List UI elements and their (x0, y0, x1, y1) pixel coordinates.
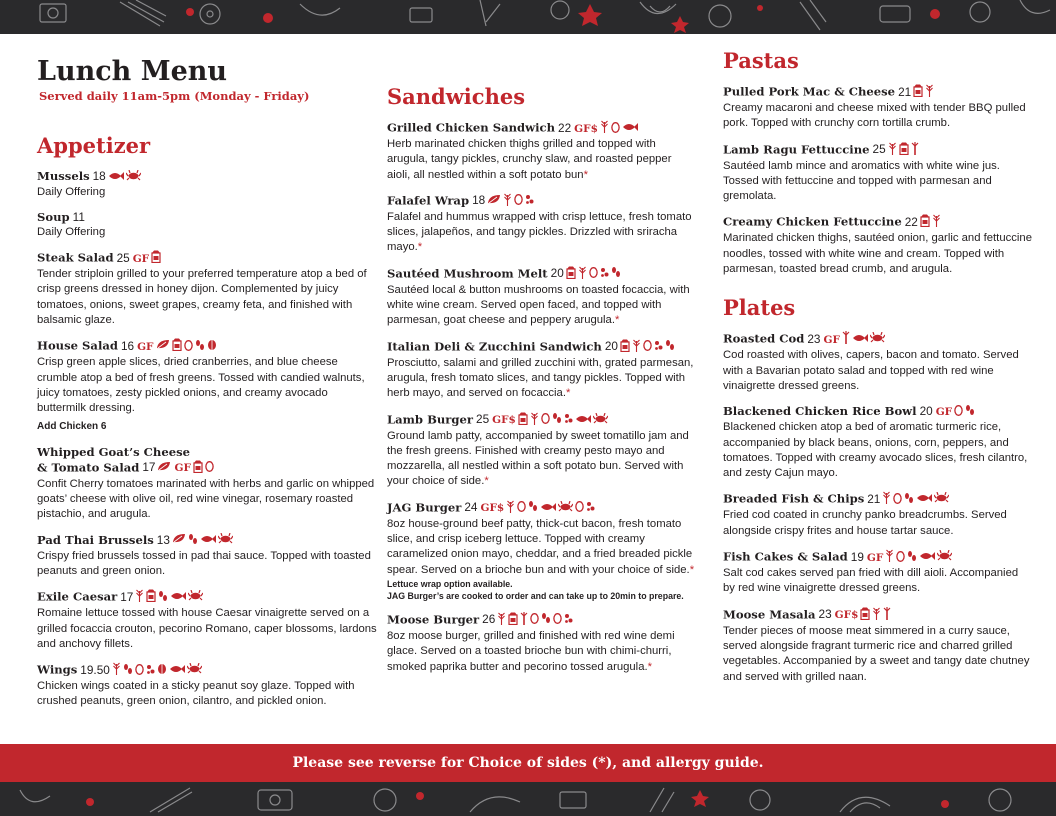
band-pattern-icon (0, 0, 1056, 34)
sandwich-menu-item (387, 412, 697, 490)
celery-icon (911, 142, 919, 159)
sesame-icon (123, 663, 133, 679)
vegan-icon (487, 194, 501, 209)
item-name: Wings (37, 662, 78, 677)
sandwich-menu-item (387, 339, 697, 402)
item-name: Moose Burger (387, 612, 480, 627)
side-choice-asterisk: * (417, 241, 423, 254)
fish-icon (169, 663, 185, 678)
item-note: JAG Burger’s are cooked to order and can take up to 20min to prepare. (387, 590, 684, 601)
egg-icon (135, 663, 144, 679)
crab-icon (934, 492, 949, 507)
item-price: 23 (818, 607, 832, 622)
mustard-icon (600, 266, 609, 282)
item-title-line (387, 412, 697, 429)
item-description-text: Sautéed lamb mince and aromatics with white wine jus. Tossed with fettuccine and topped with parmesan and gremolata. (723, 159, 1000, 203)
item-price: 21 (867, 491, 881, 506)
item-description-text: Cod roasted with olives, capers, bacon and tomato. Served with a Bavarian potato salad and topped with red wine vinaigrette dressed greens. (723, 349, 1019, 392)
item-title-line (387, 120, 697, 137)
egg-icon (517, 500, 526, 516)
side-choice-asterisk: * (689, 563, 695, 576)
wheat-icon (506, 500, 515, 517)
item-price: 16 (120, 338, 135, 353)
sesame-icon (528, 500, 538, 516)
wheat-icon (882, 491, 891, 508)
mustard-icon (586, 500, 595, 516)
plates-list (723, 331, 1033, 684)
sandwich-menu-item (387, 500, 697, 602)
item-name: JAG Burger (387, 500, 462, 515)
crab-icon (937, 550, 952, 565)
item-title-line (387, 193, 697, 210)
dairy-icon (172, 338, 182, 355)
item-name: Lamb Burger (387, 412, 474, 427)
item-description (387, 210, 697, 256)
item-description (723, 420, 1033, 481)
add-on-note: Add Chicken 6 (37, 421, 107, 433)
dairy-icon (151, 250, 161, 267)
item-price: 21 (898, 84, 912, 99)
item-price: 20 (604, 339, 618, 354)
side-choice-asterisk: * (565, 387, 571, 400)
item-price: 24 (464, 500, 478, 515)
sandwiches-list (387, 120, 697, 675)
item-name: Breaded Fish & Chips (723, 491, 865, 506)
vegan-icon (172, 533, 186, 548)
egg-icon (530, 612, 539, 628)
appetizer-menu-item (37, 338, 377, 434)
appetizer-menu-item (37, 445, 377, 523)
item-price: 17 (142, 460, 156, 475)
item-description-text: Daily Offering (37, 185, 106, 198)
item-title-line (723, 404, 1033, 420)
pasta-menu-item (723, 84, 1033, 132)
dairy-icon (146, 589, 156, 606)
item-description-text: 8oz moose burger, grilled and finished with red wine demi glace. Served on a toasted brioche bun with chimi-churri, smoked paprika butter and pecorino tossed arugula. (387, 629, 675, 673)
item-description-text: Tender striploin grilled to your preferred temperature atop a bed of crisp greens dressed in honey dijon. Complemented by juicy tomatoes, onions, sweet grapes, creamy feta, and finished with balsamic glaze. (37, 268, 367, 326)
item-price: 20 (550, 266, 564, 281)
crab-icon (218, 533, 233, 548)
item-name: Soup (37, 209, 70, 224)
celery-icon (520, 612, 528, 629)
item-description (723, 566, 1033, 597)
wheat-icon (578, 266, 587, 283)
band-pattern-icon (0, 782, 1056, 816)
item-description (37, 606, 377, 652)
item-name: Mussels (37, 169, 90, 183)
item-title-line (37, 662, 377, 679)
item-description-text: Creamy macaroni and cheese mixed with tender BBQ pulled pork. Topped with crunchy corn tortilla crumb. (723, 102, 1026, 130)
item-title-line (37, 338, 377, 355)
column-right (723, 48, 1033, 695)
item-title-line (387, 500, 697, 517)
item-description-text: Sautéed local & button mushrooms on toasted focaccia, with white wine cream. Served open faced, and topped with parmesan, goat cheese and peppery arugula. (387, 283, 690, 327)
item-name-line1: Whipped Goat’s Cheese (37, 444, 191, 459)
item-name: Italian Deli & Zucchini Sandwich (387, 339, 602, 354)
item-name: House Salad (37, 338, 118, 353)
appetizer-list (37, 169, 377, 710)
crab-icon (558, 501, 573, 516)
item-description-text: Herb marinated chicken thighs grilled and topped with arugula, tangy pickles, crunchy slaw, and roasted pepper aioli, all nestled within a soft potato bun (387, 138, 672, 181)
egg-icon (575, 500, 584, 516)
item-title-line (723, 607, 1033, 624)
item-description (387, 356, 697, 402)
sesame-icon (188, 533, 198, 549)
vegan-icon (157, 461, 171, 476)
pastas-list (723, 84, 1033, 277)
item-price: 17 (120, 589, 134, 604)
gluten-free-tag: GF (866, 551, 884, 564)
dairy-icon (193, 460, 203, 477)
item-name: Sautéed Mushroom Melt (387, 266, 548, 281)
wheat-icon (632, 339, 641, 356)
plate-menu-item (723, 549, 1033, 597)
item-name: Falafel Wrap (387, 193, 470, 208)
mustard-icon (654, 339, 663, 355)
wheat-icon (932, 214, 941, 231)
gluten-free-tag: GF$ (834, 609, 859, 622)
item-price: 19 (850, 549, 864, 564)
item-name: Grilled Chicken Sandwich (387, 120, 556, 135)
item-price: 11 (72, 209, 85, 224)
gluten-free-tag: GF$ (480, 502, 505, 515)
sesame-icon (195, 339, 205, 355)
item-name: Steak Salad (37, 250, 114, 265)
item-title-line (37, 250, 377, 267)
plate-menu-item (723, 331, 1033, 394)
item-price: 18 (472, 193, 486, 208)
item-price: 25 (116, 250, 130, 265)
gluten-free-tag: GF$ (574, 122, 598, 135)
item-description (37, 477, 377, 523)
egg-icon (514, 193, 523, 209)
dairy-icon (508, 612, 518, 629)
section-heading-sandwiches: Sandwiches (387, 84, 526, 109)
egg-icon (954, 404, 963, 420)
section-heading-plates: Plates (723, 295, 796, 321)
plate-menu-item (723, 607, 1033, 685)
gluten-free-tag: GF (935, 406, 953, 419)
side-choice-asterisk: * (614, 314, 620, 327)
item-name: & Tomato Salad (37, 460, 140, 475)
item-price: 22 (558, 120, 572, 135)
item-description-text: Prosciutto, salami and grilled zucchini with, grated parmesan, arugula, fresh tomato slices, and tangy pickles. Topped with herb mayo, and served on focaccia. (387, 356, 694, 400)
item-description (387, 283, 697, 329)
item-note: Lettuce wrap option available. (387, 578, 513, 589)
item-description-text: Romaine lettuce tossed with house Caesar vinaigrette served on a grilled focaccia crouton, pecorino Romano, caper blossoms, lardons and anchovy fillets. (37, 607, 377, 650)
item-name: Pad Thai Brussels (37, 532, 154, 547)
item-description (387, 629, 697, 675)
crab-icon (188, 590, 203, 605)
wheat-icon (112, 662, 121, 679)
wheat-icon (885, 549, 894, 566)
egg-icon (553, 612, 562, 628)
appetizer-menu-item (37, 533, 377, 580)
celery-icon (883, 607, 891, 624)
gluten-free-tag: GF (137, 340, 154, 353)
footer-note: Please see reverse for Choice of sides (*), and allergy guide. (0, 744, 1056, 782)
fish-icon (540, 501, 556, 516)
item-title-line (37, 210, 377, 225)
item-description-text: Daily Offering (37, 225, 106, 238)
dairy-icon (899, 142, 909, 159)
fish-icon (916, 492, 932, 507)
wheat-icon (888, 142, 897, 159)
mustard-icon (146, 663, 155, 679)
sandwich-menu-item (387, 120, 697, 183)
item-description (37, 355, 377, 416)
appetizer-menu-item (37, 169, 377, 200)
item-description (37, 679, 377, 710)
appetizer-menu-item (37, 662, 377, 710)
egg-icon (893, 492, 902, 508)
sandwich-menu-item (387, 266, 697, 329)
item-description-text: Fried cod coated in crunchy panko breadcrumbs. Served alongside crispy frites and house tartar sauce. (723, 509, 1007, 537)
wheat-icon (600, 120, 609, 137)
item-name: Creamy Chicken Fettuccine (723, 214, 902, 229)
sesame-icon (665, 339, 675, 355)
vegan-icon (156, 339, 170, 354)
egg-icon (184, 339, 193, 355)
item-description-text: Crisp green apple slices, dried cranberries, and blue cheese crumble atop a bed of fresh greens. Tossed with candied walnuts, juicy tomatoes, zesty pickled onions, and creamy avocado buttermilk dressing. (37, 356, 365, 415)
item-description (723, 624, 1033, 685)
sandwich-menu-item (387, 612, 697, 675)
sesame-icon (965, 404, 975, 420)
item-title-line (723, 214, 1033, 231)
gluten-free-tag: GF (823, 333, 840, 346)
sesame-icon (907, 550, 917, 566)
crab-icon (870, 332, 885, 347)
pasta-menu-item (723, 214, 1033, 277)
item-price: 23 (807, 331, 821, 346)
sesame-icon (904, 492, 914, 508)
crab-icon (126, 170, 141, 185)
nut-icon (207, 339, 217, 355)
item-description-text: Crispy fried brussels tossed in pad thai sauce. Topped with toasted peanuts and green onion. (37, 549, 371, 577)
item-description (723, 231, 1033, 277)
item-title-line (37, 169, 377, 185)
sesame-icon (541, 612, 551, 628)
dairy-icon (518, 412, 528, 429)
pasta-menu-item (723, 142, 1033, 205)
top-decorative-band (0, 0, 1056, 34)
sesame-icon (158, 590, 168, 606)
item-title-line (723, 84, 1033, 101)
item-title-line (387, 612, 697, 629)
wheat-icon (925, 84, 934, 101)
item-description-text: Blackened chicken atop a bed of aromatic turmeric rice, accompanied by black beans, onions, corn, peppers, and tomatoes. Topped with creamy avocado slices, fresh cilantro, and zesty Cajun mayo. (723, 421, 1028, 480)
nut-icon (157, 663, 167, 679)
wheat-icon (497, 612, 506, 629)
mustard-icon (564, 612, 573, 628)
side-choice-asterisk: * (583, 168, 588, 181)
item-description-text: Confit Cherry tomatoes marinated with herbs and garlic on whipped goats’ cheese with olive oil, red wine vinegar, rosemary roasted pistachio, and arugula. (37, 477, 375, 521)
mustard-icon (564, 412, 573, 428)
item-title-line (723, 331, 1033, 348)
item-description (37, 185, 377, 200)
egg-icon (611, 121, 620, 137)
item-description-text: 8oz house-ground beef patty, thick-cut bacon, fresh tomato slice, and crisp iceberg lettuce. Topped with creamy caramelized onion mayo, cheddar, and a fried breaded pickle spear. Served on a brioche bun and with your choice of side. (387, 517, 693, 576)
crab-icon (593, 413, 608, 428)
bottom-decorative-band (0, 782, 1056, 816)
fish-icon (170, 590, 186, 605)
item-description-text: Marinated chicken thighs, sautéed onion, garlic and fettuccine noodles, tossed with white wine and cream. Topped with parmesan, toasted bread crumb, and arugula. (723, 232, 1032, 276)
gluten-free-tag: GF (132, 252, 150, 265)
egg-icon (643, 339, 652, 355)
fish-icon (575, 413, 591, 428)
item-name: Blackened Chicken Rice Bowl (723, 404, 917, 419)
fish-icon (622, 121, 638, 136)
section-heading-pastas: Pastas (723, 48, 799, 73)
mustard-icon (525, 193, 534, 209)
item-name: Fish Cakes & Salad (723, 549, 848, 564)
plate-menu-item (723, 491, 1033, 539)
item-price: 22 (904, 214, 918, 229)
celery-icon (842, 331, 850, 348)
dairy-icon (920, 214, 930, 231)
section-heading-appetizer: Appetizer (37, 133, 151, 158)
egg-icon (589, 266, 598, 282)
item-name: Exile Caesar (37, 589, 118, 604)
item-title-line (723, 142, 1033, 159)
item-description-text: Salt cod cakes served pan fried with dill aioli. Accompanied by red wine vinaigrette dressed greens. (723, 567, 1019, 595)
egg-icon (541, 412, 550, 428)
item-title-line (37, 460, 377, 477)
plate-menu-item (723, 404, 1033, 481)
item-title-line (387, 266, 697, 283)
column-left (37, 56, 377, 720)
item-description (723, 348, 1033, 394)
fish-icon (852, 332, 868, 347)
item-description (37, 267, 377, 328)
wheat-icon (872, 607, 881, 624)
item-description (387, 429, 697, 490)
item-name: Roasted Cod (723, 331, 805, 346)
item-title-line (387, 339, 697, 356)
side-choice-asterisk: * (647, 660, 653, 673)
item-description (387, 517, 697, 578)
item-title-line (723, 491, 1033, 508)
item-price: 18 (92, 169, 106, 183)
sesame-icon (552, 412, 562, 428)
item-price: 20 (919, 404, 933, 419)
gluten-free-tag: GF$ (492, 414, 516, 427)
item-description-text: Tender pieces of moose meat simmered in a curry sauce, served alongside fragrant turmeric rice and charred grilled vegetables. Accompanied by a sweet and tangy date chutney and served with grilled naan. (723, 624, 1030, 683)
item-name: Moose Masala (723, 607, 816, 622)
item-description-text: Ground lamb patty, accompanied by sweet tomatillo jam and the fresh greens. Finished with creamy pesto mayo and mozzarella, all nestled within a soft potato bun. Served with your choice of side. (387, 429, 689, 488)
wheat-icon (530, 412, 539, 429)
appetizer-menu-item (37, 250, 377, 328)
item-description-text: Falafel and hummus wrapped with crisp lettuce, fresh tomato slices, jalapeños, and tangy pickles. Drizzled with sriracha mayo. (387, 210, 692, 254)
item-price: 25 (872, 142, 886, 157)
item-price: 25 (476, 412, 490, 427)
item-description (387, 137, 697, 183)
item-description (723, 159, 1033, 205)
dairy-icon (860, 607, 870, 624)
side-choice-asterisk: * (484, 475, 489, 488)
item-title-line (723, 549, 1033, 566)
item-description (723, 101, 1033, 132)
fish-icon (200, 533, 216, 548)
wheat-icon (503, 193, 512, 210)
menu-subtitle: Served daily 11am-5pm (Monday - Friday) (39, 89, 310, 103)
item-price: 26 (482, 612, 496, 627)
appetizer-menu-item (37, 589, 377, 652)
item-title-line (37, 589, 377, 606)
item-description-text: Chicken wings coated in a sticky peanut soy glaze. Topped with crushed peanuts, green onion, cilantro, and pickled onion. (37, 680, 355, 708)
sesame-icon (611, 266, 621, 282)
fish-icon (919, 550, 935, 565)
fish-icon (108, 170, 124, 185)
sandwich-menu-item (387, 193, 697, 256)
item-description (37, 549, 377, 580)
item-description (37, 225, 377, 240)
appetizer-menu-item (37, 210, 377, 240)
column-middle (387, 84, 697, 685)
crab-icon (187, 663, 202, 678)
gluten-free-tag: GF (174, 462, 191, 475)
item-price: 19.50 (80, 662, 110, 677)
item-price: 13 (156, 532, 170, 547)
egg-icon (896, 550, 905, 566)
dairy-icon (913, 84, 923, 101)
egg-icon (205, 460, 214, 476)
item-description (723, 508, 1033, 539)
menu-title: Lunch Menu (37, 56, 228, 87)
dairy-icon (566, 266, 576, 283)
item-name: Pulled Pork Mac & Cheese (723, 84, 896, 99)
item-title-line (37, 533, 377, 549)
dairy-icon (620, 339, 630, 356)
item-name: Lamb Ragu Fettuccine (723, 142, 870, 157)
wheat-icon (135, 589, 144, 606)
